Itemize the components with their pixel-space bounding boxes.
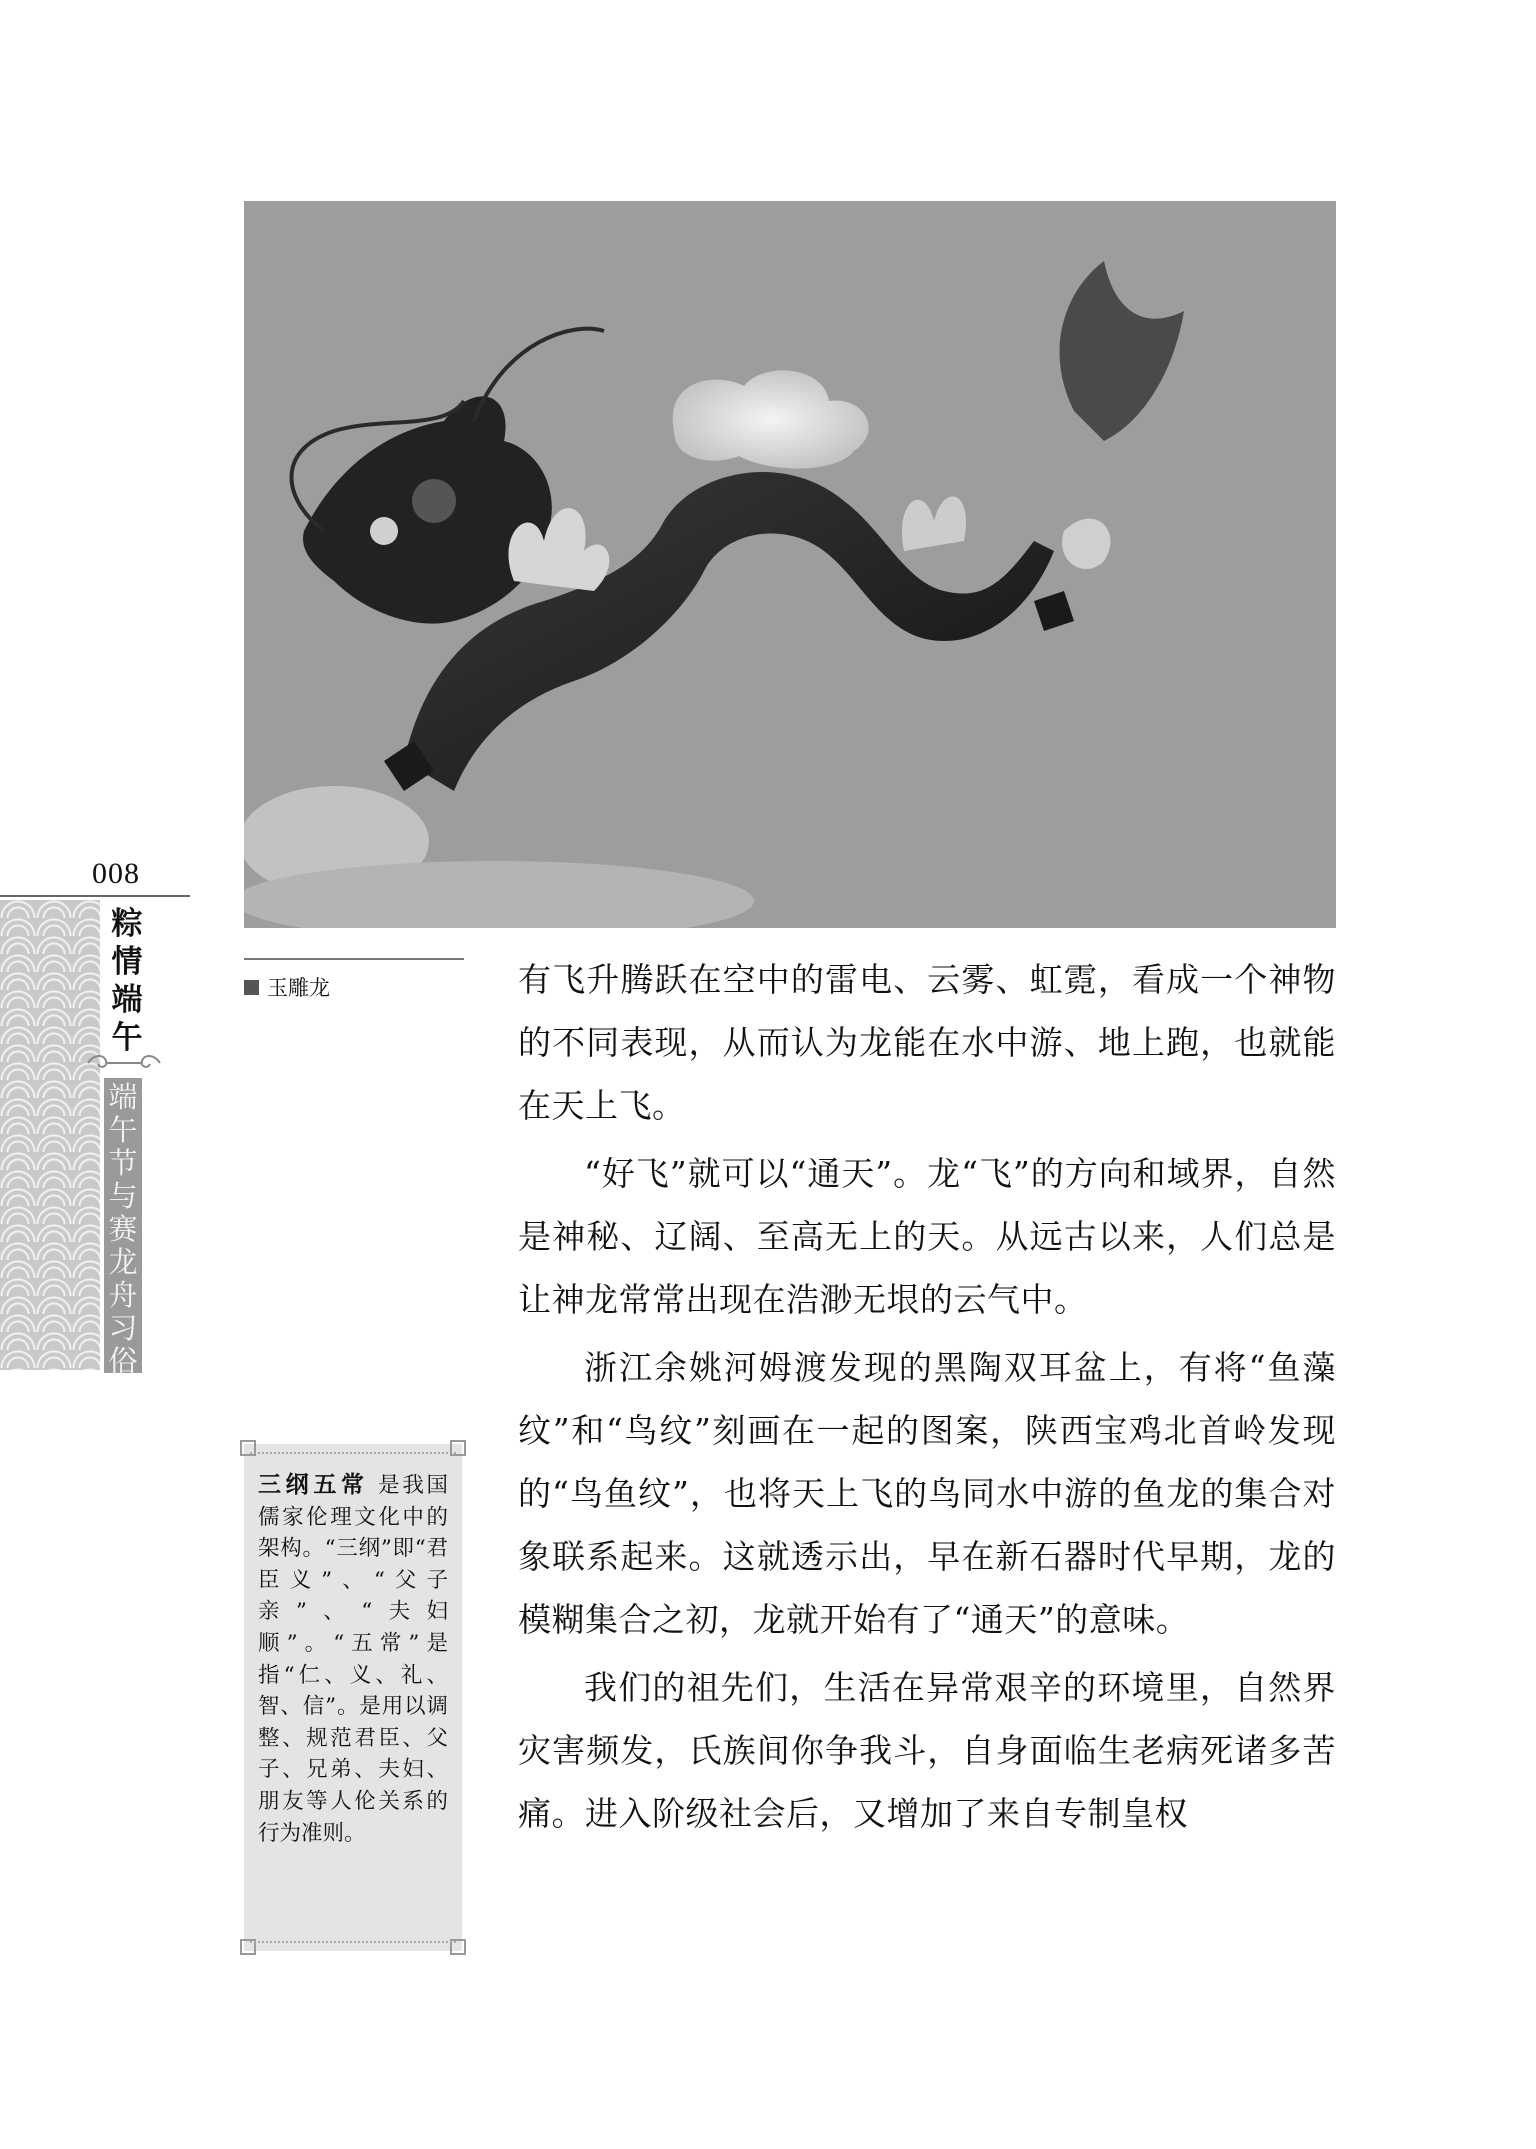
glossary-term: 三纲五常: [258, 1472, 369, 1498]
figure-caption: [244, 972, 330, 1002]
paragraph: “好飞”就可以“通天”。龙“飞”的方向和域界，自然是神秘、辽阔、至高无上的天。从远古以来，人们总是让神龙常常出现在浩渺无垠的云气中。: [518, 1154, 1336, 1319]
wave-pattern-band: [0, 900, 100, 1370]
chapter-title: 端午节与赛龙舟习俗: [104, 1078, 142, 1373]
paragraph: 浙江余姚河姆渡发现的黑陶双耳盆上，有将“鱼藻纹”和“鸟纹”刻画在一起的图案，陕西宝鸡北首岭发现的“鸟鱼纹”，也将天上飞的鸟同水中游的鱼龙的集合对象联系起来。这就透示出，早在新石器时代早期，龙的模糊集合之初，龙就开始有了“通天”的意味。: [518, 1348, 1336, 1639]
box-corner-icon: [450, 1440, 466, 1456]
paragraph: 有飞升腾跃在空中的雷电、云雾、虹霓，看成一个神物的不同表现，从而认为龙能在水中游、地上跑，也就能在天上飞。: [518, 960, 1336, 1125]
box-corner-icon: [450, 1939, 466, 1955]
box-corner-icon: [240, 1440, 256, 1456]
glossary-definition: 是我国儒家伦理文化中的架构。“三纲”即“君臣义”、“父子亲”、“夫妇顺”。“五常”是指“仁、义、礼、智、信”。是用以调整、规范君臣、父子、兄弟、夫妇、朋友等人伦关系的行为准则。: [258, 1473, 448, 1846]
box-corner-icon: [240, 1939, 256, 1955]
body-text: [518, 948, 1336, 1850]
scroll-ornament-icon: [84, 1052, 164, 1074]
book-title: 粽情端午: [111, 906, 143, 1056]
page-number-rule: [0, 895, 190, 897]
caption-rule: [244, 958, 464, 960]
caption-square-icon: [244, 980, 259, 995]
jade-dragon-photo: [244, 201, 1336, 928]
paragraph: 我们的祖先们，生活在异常艰辛的环境里，自然界灾害频发，氏族间你争我斗，自身面临生老病死诸多苦痛。进入阶级社会后，又增加了来自专制皇权: [518, 1668, 1336, 1833]
page-number: 008: [92, 857, 140, 890]
glossary-box: [244, 1444, 462, 1951]
caption-text: 玉雕龙: [267, 976, 330, 1000]
